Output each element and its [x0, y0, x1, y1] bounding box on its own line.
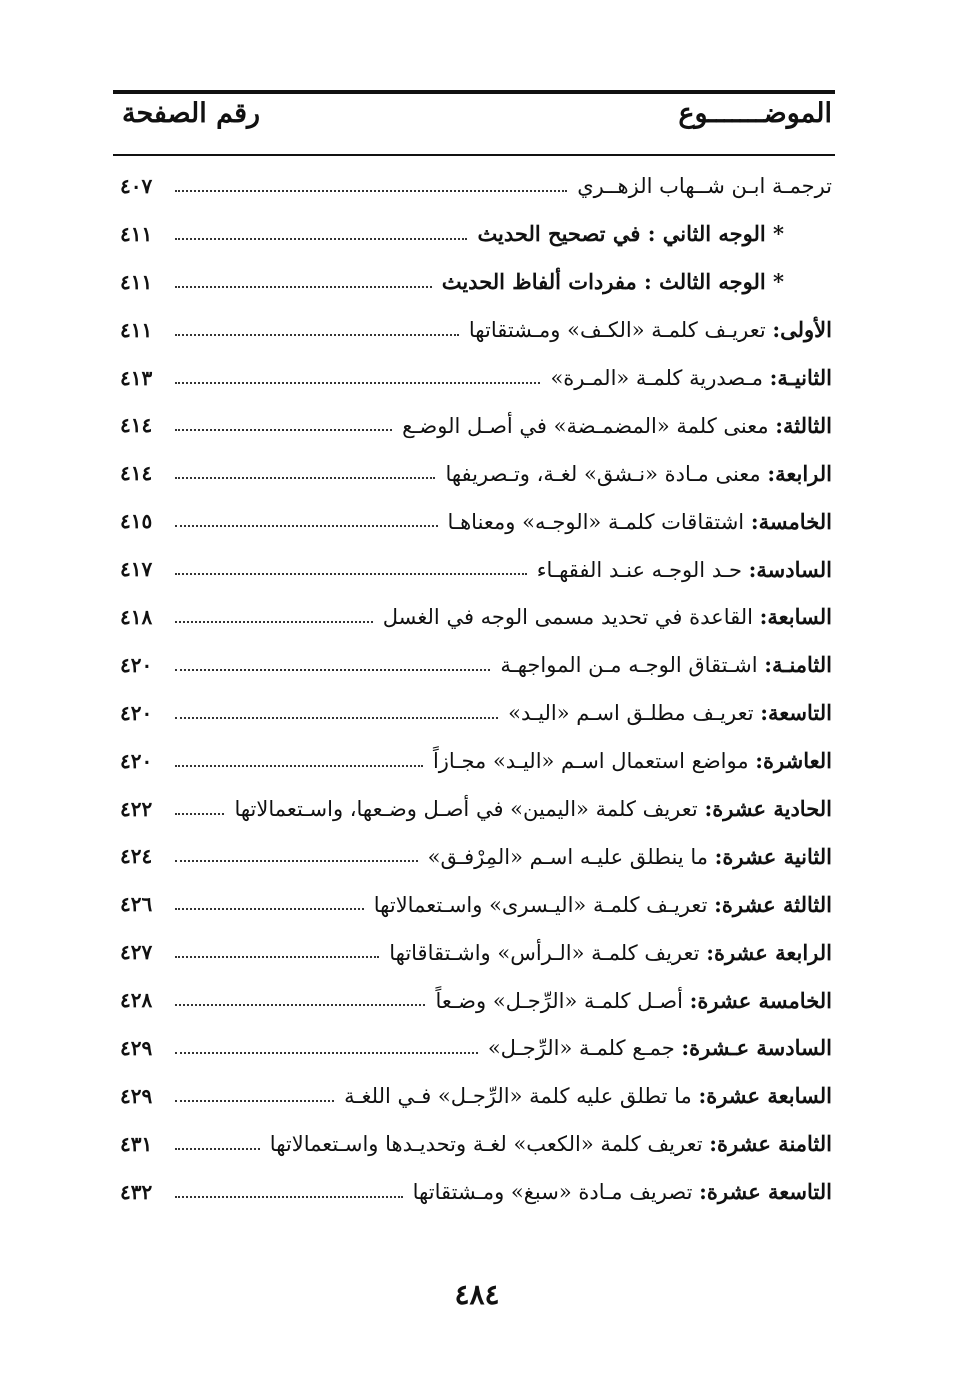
- toc-entry-page: ٤٢٨: [120, 988, 153, 1013]
- toc-entry-title: [270, 1131, 832, 1156]
- toc-entry-page: ٤٠٧: [120, 173, 153, 198]
- toc-entry-page: ٤٣١: [120, 1131, 153, 1156]
- toc-entry-title: [577, 174, 832, 198]
- toc-entry-text: ترجمـة ابـن شــهاب الزهــري: [577, 173, 832, 198]
- toc-entry-label: الثامنة عشرة:: [709, 1131, 832, 1157]
- toc-entry-title: [389, 940, 832, 965]
- toc-entry[interactable]: [120, 689, 832, 737]
- header-bottom-rule: [113, 154, 835, 156]
- toc-entry[interactable]: [120, 162, 832, 210]
- toc-entry[interactable]: [120, 1168, 832, 1216]
- toc-entry[interactable]: [120, 593, 832, 641]
- dot-leader: [175, 1196, 403, 1198]
- header-topic: الموضـــــــوع: [678, 98, 832, 129]
- toc-entry-page: ٤٢٦: [120, 892, 153, 917]
- toc-entry-text: مواضع استعمال اسـم «اليـد» مجـازاً: [432, 749, 749, 774]
- dot-leader: [175, 573, 527, 575]
- toc-entry-label: الرابعة عشرة:: [706, 939, 832, 965]
- toc-entry-label: الثالثة:: [775, 412, 832, 438]
- toc-entry-text: تعريـف كلمـة «الكـف» ومـشتقاتها: [468, 318, 766, 343]
- toc-entry-label: الثامنـة:: [764, 652, 832, 678]
- toc-entry-page: ٤١٤: [120, 413, 153, 438]
- header-top-rule: [113, 90, 835, 94]
- toc-entry-page: ٤٢٩: [120, 1083, 153, 1108]
- toc-entry-page: ٤١٣: [120, 365, 153, 390]
- toc-entry-page: ٤٢٧: [120, 940, 153, 965]
- toc-entry-text: تعريف كلمة «الكعب» لغـة وتحديـدها واسـتعمالاتها: [269, 1132, 703, 1157]
- page-number: ٤٨٤: [454, 1278, 500, 1311]
- toc-entry-page: ٤٢٢: [120, 796, 153, 821]
- toc-entry[interactable]: [120, 880, 832, 928]
- dot-leader: [175, 1004, 425, 1006]
- table-of-contents: [120, 162, 832, 1216]
- toc-entry[interactable]: [120, 258, 832, 306]
- toc-entry-title: [488, 1035, 832, 1060]
- toc-entry-title: [445, 461, 832, 486]
- dot-leader: [175, 956, 379, 958]
- toc-entry-title: [344, 1083, 832, 1108]
- toc-entry-text: حـد الوجـه عنـد الفقهـاء: [536, 557, 742, 582]
- toc-entry-label: الخامسة عشرة:: [689, 987, 832, 1013]
- toc-entry[interactable]: [120, 1024, 832, 1072]
- dot-leader: [175, 1052, 478, 1054]
- toc-entry[interactable]: [120, 354, 832, 402]
- toc-entry-title: [383, 604, 832, 629]
- toc-entry-text: تعريـف مطلـق اسـم «اليـد»: [508, 701, 754, 726]
- dot-leader: [175, 1148, 260, 1150]
- toc-entry-text: جمـع كلمـة «الرِّجـل»: [487, 1036, 675, 1061]
- toc-entry[interactable]: [120, 785, 832, 833]
- toc-entry[interactable]: [120, 1120, 832, 1168]
- toc-entry-page: ٤٢٠: [120, 700, 153, 725]
- toc-entry-title: [428, 844, 832, 869]
- toc-entry-text: أصـل كلمـة «الرِّجـل» وضـعاً: [435, 988, 683, 1013]
- toc-entry-text: القاعدة في تحديد مسمى الوجه في الغسل: [382, 605, 753, 630]
- toc-entry[interactable]: [120, 832, 832, 880]
- dot-leader: [175, 860, 418, 862]
- toc-entry[interactable]: [120, 1072, 832, 1120]
- toc-entry-text: معنى مـادة «نـشق» لغـة، وتـصريفها: [445, 461, 761, 486]
- toc-entry-label: العاشرة:: [755, 748, 832, 774]
- dot-leader: [175, 477, 435, 479]
- toc-entry-title: [433, 748, 832, 773]
- toc-entry-text: ما ينطلق عليـه اسـم «المِرْفـق»: [427, 844, 708, 869]
- toc-entry-label: الثانيـة:: [769, 365, 832, 390]
- dot-leader: [175, 621, 373, 623]
- toc-entry-page: ٤٢٠: [120, 652, 153, 677]
- header-page-number: رقم الصفحة: [122, 98, 261, 129]
- toc-entry-page: ٤٣٢: [120, 1179, 153, 1204]
- toc-entry-title: [448, 509, 832, 534]
- toc-entry-label: الخامسة:: [750, 508, 832, 534]
- toc-entry-text: ما تطلق عليه كلمة «الرِّجـل» فـي اللغـة: [344, 1084, 692, 1109]
- toc-entry-text: اشـتقاق الوجـه مـن المواجهـة: [500, 653, 758, 678]
- toc-entry[interactable]: [120, 306, 832, 354]
- toc-entry-title: [477, 221, 832, 246]
- toc-entry-title: [550, 365, 832, 390]
- toc-entry-title: [500, 652, 832, 677]
- dot-leader: [175, 238, 467, 240]
- dot-leader: [175, 334, 459, 336]
- toc-entry-text: معنى كلمة «المضمـضة» في أصـل الوضـع: [402, 413, 769, 438]
- dot-leader: [175, 525, 438, 527]
- toc-entry-title: [435, 988, 832, 1013]
- toc-entry-page: ٤٢٠: [120, 748, 153, 773]
- toc-entry-text: اشتقاقات كلمـة «الوجـه» ومعناهـا: [447, 509, 745, 534]
- toc-entry-label: الرابعة:: [767, 460, 832, 486]
- toc-entry[interactable]: [120, 497, 832, 545]
- toc-entry[interactable]: [120, 545, 832, 593]
- toc-entry-page: ٤١١: [120, 317, 153, 342]
- toc-entry-page: ٤١١: [120, 269, 153, 294]
- toc-entry-text: تعريف كلمة «اليمين» في أصـل وضـعها، واسـتعمالاتها: [234, 797, 698, 822]
- toc-entry-page: ٤١٨: [120, 604, 153, 629]
- dot-leader: [175, 765, 423, 767]
- dot-leader: [175, 1100, 334, 1102]
- toc-entry[interactable]: [120, 928, 832, 976]
- toc-entry-label: السابعة:: [759, 604, 832, 630]
- toc-entry-label: التاسعة:: [760, 700, 832, 726]
- toc-entry[interactable]: [120, 641, 832, 689]
- dot-leader: [175, 429, 392, 431]
- toc-entry-page: ٤١١: [120, 221, 153, 246]
- toc-entry-title: [442, 269, 832, 294]
- dot-leader: [175, 190, 567, 192]
- toc-entry[interactable]: [120, 401, 832, 449]
- toc-entry-text: مـصدرية كلمـة «المـرة»: [550, 366, 763, 390]
- toc-entry-page: ٤١٤: [120, 461, 153, 486]
- toc-entry-text: * الوجه الثاني : في تصحيح الحديث: [477, 221, 784, 247]
- toc-entry[interactable]: [120, 210, 832, 258]
- toc-entry-text: * الوجه الثالث : مفردات ألفاظ الحديث: [441, 269, 784, 295]
- toc-entry-title: [537, 557, 832, 582]
- toc-entry-text: تعريـف كلمـة «اليـسرى» واسـتعمالاتها: [373, 892, 708, 917]
- dot-leader: [175, 813, 224, 815]
- dot-leader: [175, 286, 432, 288]
- dot-leader: [175, 717, 498, 719]
- toc-entry-label: التاسعة عشرة:: [699, 1179, 832, 1205]
- toc-entry-title: [234, 796, 832, 821]
- toc-entry-page: ٤٢٤: [120, 844, 153, 869]
- toc-entry-page: ٤١٥: [120, 509, 153, 534]
- toc-entry[interactable]: [120, 976, 832, 1024]
- dot-leader: [175, 382, 540, 384]
- toc-entry-label: الثالثة عشرة:: [714, 891, 832, 917]
- toc-entry-title: [469, 317, 832, 342]
- toc-entry-label: الحادية عشرة:: [704, 796, 832, 822]
- dot-leader: [175, 669, 490, 671]
- toc-entry[interactable]: [120, 449, 832, 497]
- toc-entry-title: [413, 1179, 832, 1204]
- dot-leader: [175, 908, 364, 910]
- toc-entry-label: السادسة:: [748, 556, 832, 582]
- toc-entry-text: تعريف كلمـة «الـرأس» واشـتقاقاتها: [389, 940, 700, 965]
- toc-entry-page: ٤١٧: [120, 557, 153, 582]
- toc-entry-page: ٤٢٩: [120, 1035, 153, 1060]
- toc-entry-title: [374, 892, 832, 917]
- toc-entry-label: الأولى:: [772, 317, 832, 343]
- toc-entry-label: السادسة عـشرة:: [681, 1035, 832, 1061]
- toc-entry[interactable]: [120, 737, 832, 785]
- toc-entry-label: السابعة عشرة:: [698, 1083, 832, 1109]
- toc-entry-title: [508, 700, 832, 725]
- toc-entry-label: الثانية عشرة:: [714, 843, 832, 869]
- toc-entry-text: تصريف مـادة «سبغ» ومـشتقاتها: [412, 1180, 693, 1205]
- toc-entry-title: [402, 413, 832, 438]
